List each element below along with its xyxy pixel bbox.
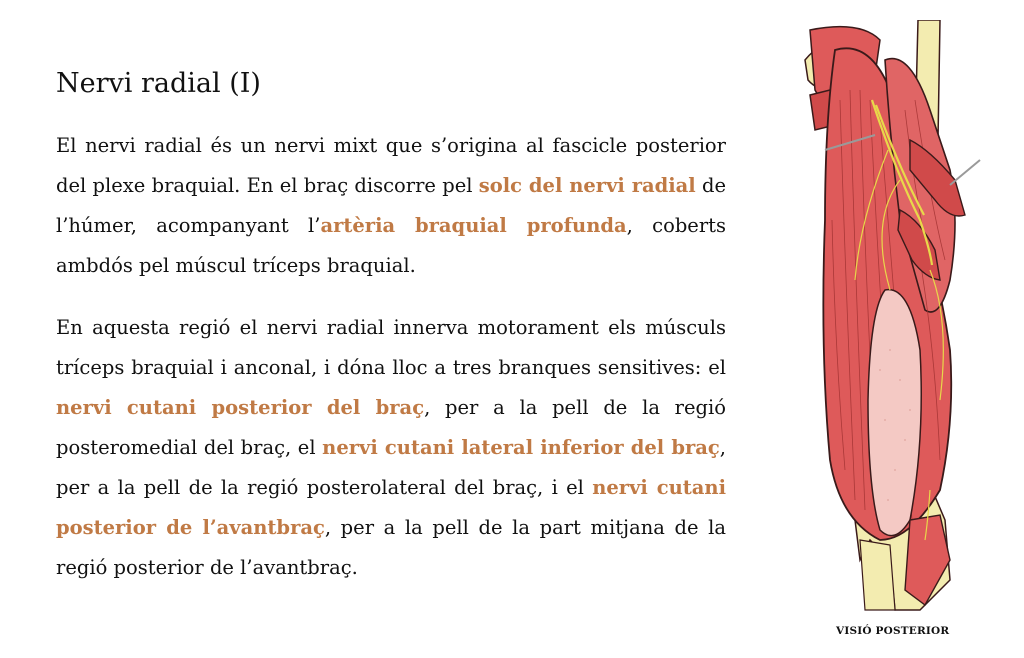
p2-text-1: En aquesta regió el nervi radial innerva motorament els músculs tríceps braquial i anconal, i dóna lloc a tres branques sensitives: el [56,316,726,379]
link-arteria-braquial-profunda[interactable]: artèria braquial profunda [320,214,627,237]
link-nervi-cutani-lateral-inferior-brac[interactable]: nervi cutani lateral inferior del braç [322,436,720,459]
figure-caption: VISIÓ POSTERIOR [836,625,950,637]
paragraph-branches [56,308,726,588]
p2-text-2: , per a la pell de la regió posteromedial del braç, el [56,396,727,459]
link-nervi-cutani-posterior-brac[interactable]: nervi cutani posterior del braç [56,396,425,419]
anconeus-muscle [905,515,950,605]
p2-text-3: , per a la pell de la regió posterolateral del braç, i el [56,436,726,499]
link-solc-nervi-radial[interactable]: solc del nervi radial [478,174,696,197]
triceps-tendon [868,290,921,536]
p1-text-1: El nervi radial és un nervi mixt que s’origina al fascicle posterior del plexe braquial. En el braç discorre pel [56,134,726,197]
page-title: Nervi radial (I) [56,68,261,99]
p1-text-3: , coberts ambdós pel múscul tríceps braquial. [56,214,727,277]
p1-text-2: de l’húmer, acompanyant l’ [56,174,726,237]
arm-anatomy-illustration [800,20,985,620]
link-nervi-cutani-posterior-avantbrac[interactable]: nervi cutani posterior de l’avantbraç [56,476,726,539]
paragraph-origin [56,126,726,286]
retractor-hook-right [950,160,980,185]
forearm-muscle [860,540,895,610]
p2-text-4: , per a la pell de la part mitjana de la regió posterior de l’avantbraç. [56,516,727,579]
